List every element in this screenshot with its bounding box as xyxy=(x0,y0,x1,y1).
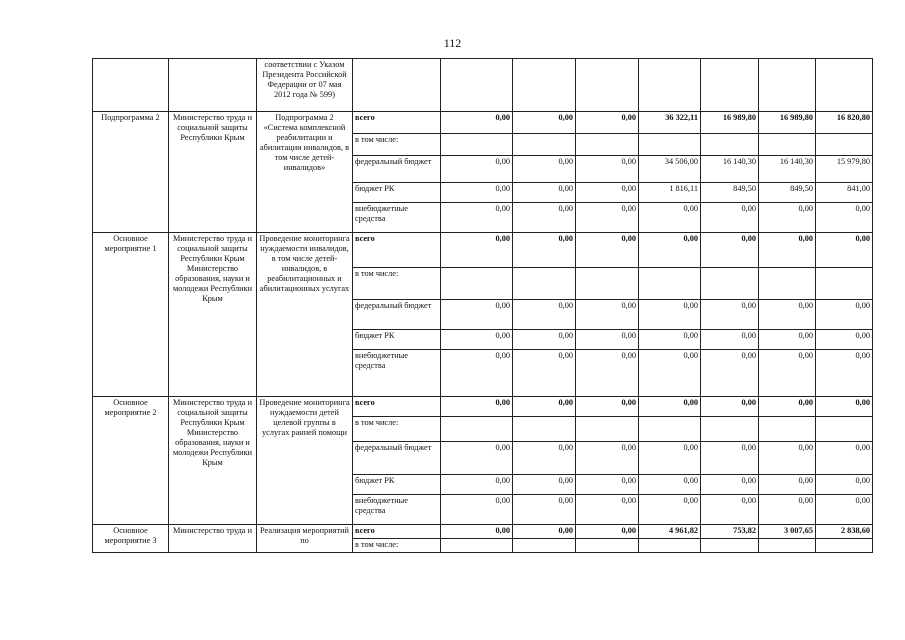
funding-source-cell: всего xyxy=(353,112,441,134)
amount-cell: 0,00 xyxy=(513,300,576,330)
amount-cell xyxy=(759,268,816,300)
amount-cell: 0,00 xyxy=(441,203,513,233)
funding-source-cell: федеральный бюджет xyxy=(353,300,441,330)
amount-cell: 0,00 xyxy=(759,300,816,330)
amount-cell: 0,00 xyxy=(639,495,701,525)
amount-cell: 849,50 xyxy=(701,183,759,203)
program-title-cell: соответствии с Указом Президента Российской Федерации от 07 мая 2012 года № 599) xyxy=(257,59,353,112)
amount-cell xyxy=(513,539,576,553)
table-row xyxy=(93,233,873,268)
amount-cell: 0,00 xyxy=(759,350,816,397)
amount-cell: 16 140,30 xyxy=(759,156,816,183)
amount-cell xyxy=(576,134,639,156)
amount-cell: 0,00 xyxy=(576,203,639,233)
amount-cell: 0,00 xyxy=(576,330,639,350)
amount-cell xyxy=(759,417,816,442)
amount-cell: 16 140,30 xyxy=(701,156,759,183)
amount-cell xyxy=(441,268,513,300)
amount-cell xyxy=(576,59,639,112)
amount-cell: 0,00 xyxy=(441,397,513,417)
amount-cell: 16 989,80 xyxy=(759,112,816,134)
amount-cell: 0,00 xyxy=(576,156,639,183)
amount-cell xyxy=(513,417,576,442)
amount-cell xyxy=(576,539,639,553)
amount-cell xyxy=(816,268,873,300)
amount-cell: 0,00 xyxy=(576,233,639,268)
amount-cell: 0,00 xyxy=(513,350,576,397)
amount-cell: 3 007,65 xyxy=(759,525,816,539)
responsible-executor-cell: Министерство труда и социальной защиты Республики Крым Министерство образования, науки и молодежи Республики Крым xyxy=(169,397,257,525)
amount-cell: 0,00 xyxy=(701,330,759,350)
funding-source-cell: бюджет РК xyxy=(353,330,441,350)
amount-cell: 2 838,60 xyxy=(816,525,873,539)
amount-cell: 16 989,80 xyxy=(701,112,759,134)
amount-cell: 0,00 xyxy=(816,350,873,397)
amount-cell: 0,00 xyxy=(759,495,816,525)
funding-source-cell: в том числе: xyxy=(353,417,441,442)
amount-cell: 0,00 xyxy=(759,475,816,495)
amount-cell xyxy=(701,59,759,112)
funding-source-cell: внебюджетные средства xyxy=(353,495,441,525)
amount-cell xyxy=(576,417,639,442)
amount-cell: 15 979,80 xyxy=(816,156,873,183)
budget-table xyxy=(92,58,873,553)
amount-cell: 0,00 xyxy=(759,203,816,233)
amount-cell: 0,00 xyxy=(576,183,639,203)
amount-cell xyxy=(759,134,816,156)
amount-cell: 0,00 xyxy=(701,300,759,330)
amount-cell xyxy=(639,134,701,156)
program-name-cell: Подпрограмма 2 xyxy=(93,112,169,233)
amount-cell: 0,00 xyxy=(639,233,701,268)
funding-source-cell: внебюджетные средства xyxy=(353,350,441,397)
amount-cell: 0,00 xyxy=(513,495,576,525)
amount-cell xyxy=(513,134,576,156)
amount-cell: 0,00 xyxy=(513,525,576,539)
amount-cell: 4 961,82 xyxy=(639,525,701,539)
funding-source-cell: бюджет РК xyxy=(353,475,441,495)
funding-source-cell: всего xyxy=(353,525,441,539)
funding-source-cell: федеральный бюджет xyxy=(353,156,441,183)
amount-cell: 0,00 xyxy=(576,525,639,539)
funding-source-cell: федеральный бюджет xyxy=(353,442,441,475)
amount-cell: 0,00 xyxy=(816,475,873,495)
funding-source-cell: в том числе: xyxy=(353,268,441,300)
amount-cell: 841,00 xyxy=(816,183,873,203)
amount-cell: 0,00 xyxy=(816,233,873,268)
amount-cell xyxy=(816,134,873,156)
program-name-cell: Основное мероприятие 1 xyxy=(93,233,169,397)
amount-cell: 0,00 xyxy=(513,233,576,268)
amount-cell: 0,00 xyxy=(701,233,759,268)
amount-cell: 0,00 xyxy=(701,442,759,475)
amount-cell xyxy=(639,539,701,553)
amount-cell xyxy=(759,59,816,112)
program-title-cell: Проведение мониторинга нуждаемости инвалидов, в том числе детей-инвалидов, в реабилитационных и абилитационных услугах xyxy=(257,233,353,397)
amount-cell: 849,50 xyxy=(759,183,816,203)
responsible-executor-cell: Министерство труда и социальной защиты Республики Крым Министерство образования, науки и молодежи Республики Крым xyxy=(169,233,257,397)
amount-cell: 0,00 xyxy=(576,475,639,495)
amount-cell: 0,00 xyxy=(441,156,513,183)
table-row xyxy=(93,112,873,134)
program-title-cell: Подпрограмма 2 «Система комплексной реабилитации и абилитации инвалидов, в том числе детей-инвалидов» xyxy=(257,112,353,233)
amount-cell: 0,00 xyxy=(441,495,513,525)
amount-cell: 0,00 xyxy=(639,330,701,350)
amount-cell: 0,00 xyxy=(513,442,576,475)
amount-cell: 0,00 xyxy=(639,300,701,330)
amount-cell: 0,00 xyxy=(576,112,639,134)
amount-cell: 1 816,11 xyxy=(639,183,701,203)
amount-cell: 753,82 xyxy=(701,525,759,539)
amount-cell: 0,00 xyxy=(759,397,816,417)
amount-cell: 0,00 xyxy=(759,330,816,350)
program-name-cell xyxy=(93,59,169,112)
funding-source-cell: внебюджетные средства xyxy=(353,203,441,233)
amount-cell xyxy=(816,417,873,442)
amount-cell xyxy=(816,59,873,112)
amount-cell: 0,00 xyxy=(441,442,513,475)
amount-cell: 0,00 xyxy=(701,350,759,397)
amount-cell: 0,00 xyxy=(441,475,513,495)
amount-cell xyxy=(701,417,759,442)
amount-cell: 0,00 xyxy=(816,495,873,525)
amount-cell: 0,00 xyxy=(759,233,816,268)
amount-cell: 0,00 xyxy=(816,442,873,475)
responsible-executor-cell: Министерство труда и социальной защиты Республики Крым xyxy=(169,112,257,233)
amount-cell xyxy=(639,268,701,300)
program-title-cell: Проведение мониторинга нуждаемости детей целевой группы в услугах ранней помощи xyxy=(257,397,353,525)
amount-cell xyxy=(701,134,759,156)
amount-cell: 0,00 xyxy=(513,475,576,495)
table-row xyxy=(93,397,873,417)
amount-cell: 16 820,80 xyxy=(816,112,873,134)
amount-cell: 36 322,11 xyxy=(639,112,701,134)
amount-cell: 34 506,00 xyxy=(639,156,701,183)
amount-cell: 0,00 xyxy=(639,475,701,495)
amount-cell: 0,00 xyxy=(513,397,576,417)
amount-cell: 0,00 xyxy=(441,183,513,203)
funding-source-cell: всего xyxy=(353,233,441,268)
funding-source-cell: бюджет РК xyxy=(353,183,441,203)
amount-cell: 0,00 xyxy=(701,203,759,233)
responsible-executor-cell xyxy=(169,59,257,112)
amount-cell xyxy=(513,59,576,112)
amount-cell: 0,00 xyxy=(816,300,873,330)
program-name-cell: Основное мероприятие 3 xyxy=(93,525,169,553)
amount-cell xyxy=(441,134,513,156)
amount-cell xyxy=(441,417,513,442)
amount-cell: 0,00 xyxy=(576,300,639,330)
amount-cell: 0,00 xyxy=(513,112,576,134)
amount-cell: 0,00 xyxy=(441,300,513,330)
amount-cell: 0,00 xyxy=(441,233,513,268)
amount-cell: 0,00 xyxy=(701,397,759,417)
funding-source-cell: в том числе: xyxy=(353,134,441,156)
amount-cell xyxy=(639,417,701,442)
amount-cell: 0,00 xyxy=(441,112,513,134)
amount-cell: 0,00 xyxy=(441,350,513,397)
amount-cell: 0,00 xyxy=(441,525,513,539)
table-row xyxy=(93,525,873,539)
amount-cell: 0,00 xyxy=(816,330,873,350)
amount-cell: 0,00 xyxy=(701,475,759,495)
amount-cell xyxy=(639,59,701,112)
amount-cell xyxy=(441,59,513,112)
amount-cell: 0,00 xyxy=(576,442,639,475)
amount-cell xyxy=(701,268,759,300)
program-name-cell: Основное мероприятие 2 xyxy=(93,397,169,525)
amount-cell xyxy=(513,268,576,300)
amount-cell: 0,00 xyxy=(759,442,816,475)
amount-cell: 0,00 xyxy=(513,183,576,203)
amount-cell xyxy=(441,539,513,553)
amount-cell xyxy=(759,539,816,553)
amount-cell xyxy=(576,268,639,300)
responsible-executor-cell: Министерство труда и xyxy=(169,525,257,553)
amount-cell: 0,00 xyxy=(639,203,701,233)
amount-cell: 0,00 xyxy=(639,442,701,475)
amount-cell: 0,00 xyxy=(513,156,576,183)
amount-cell: 0,00 xyxy=(816,203,873,233)
amount-cell: 0,00 xyxy=(576,495,639,525)
funding-source-cell: в том числе: xyxy=(353,539,441,553)
program-title-cell: Реализация мероприятий по xyxy=(257,525,353,553)
table-row xyxy=(93,59,873,112)
amount-cell: 0,00 xyxy=(639,350,701,397)
page-number: 112 xyxy=(443,36,462,50)
amount-cell: 0,00 xyxy=(513,330,576,350)
amount-cell: 0,00 xyxy=(639,397,701,417)
amount-cell: 0,00 xyxy=(441,330,513,350)
funding-source-cell: всего xyxy=(353,397,441,417)
amount-cell xyxy=(701,539,759,553)
amount-cell: 0,00 xyxy=(576,397,639,417)
amount-cell: 0,00 xyxy=(513,203,576,233)
funding-source-cell xyxy=(353,59,441,112)
amount-cell: 0,00 xyxy=(701,495,759,525)
amount-cell xyxy=(816,539,873,553)
amount-cell: 0,00 xyxy=(576,350,639,397)
amount-cell: 0,00 xyxy=(816,397,873,417)
